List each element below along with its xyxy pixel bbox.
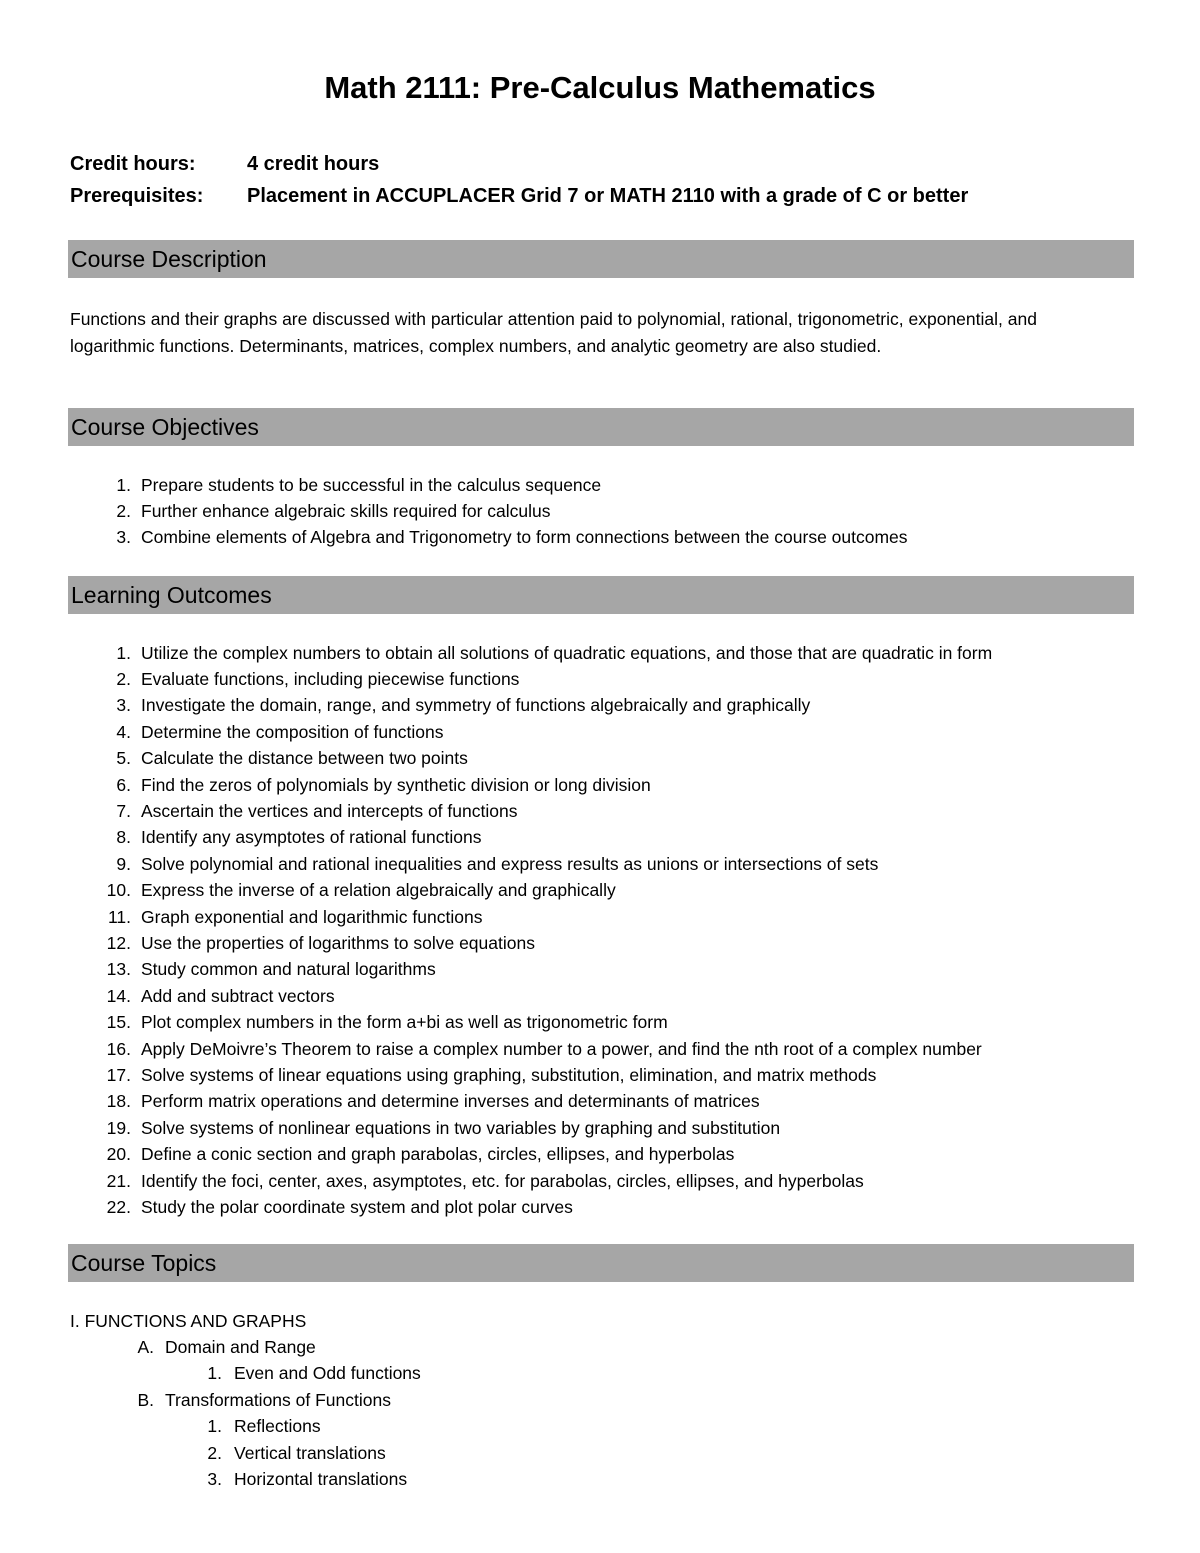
outcome-item-text: Identify any asymptotes of rational functions — [141, 827, 482, 848]
outcome-item — [70, 904, 992, 930]
outcome-item — [70, 772, 992, 798]
objective-item-number: 3. — [116, 527, 131, 548]
outcome-item-number: 17. — [106, 1064, 131, 1085]
outcome-item — [70, 1062, 992, 1088]
outcome-item-number: 5. — [116, 748, 131, 769]
outcome-item — [70, 746, 992, 772]
outcome-item — [70, 666, 992, 692]
outcome-item — [70, 825, 992, 851]
outcome-item — [70, 878, 992, 904]
outcome-item — [70, 1168, 992, 1194]
outcome-item — [70, 1089, 992, 1115]
objectives-list — [70, 472, 908, 551]
outcome-item-number: 14. — [106, 985, 131, 1006]
outcome-item-number: 20. — [106, 1144, 131, 1165]
outcome-item-text: Utilize the complex numbers to obtain all solutions of quadratic equations, and those that are quadratic in form — [141, 642, 993, 663]
outcome-item-number: 22. — [106, 1196, 131, 1217]
course-meta — [70, 148, 968, 212]
topic-item-text: Transformations of Functions — [165, 1389, 391, 1410]
prerequisites-label: Prerequisites: — [70, 184, 204, 207]
outcome-item-text: Add and subtract vectors — [141, 985, 335, 1006]
outcome-item — [70, 1009, 992, 1035]
outcome-item-number: 1. — [116, 642, 131, 663]
outcome-item — [70, 957, 992, 983]
prerequisites-value: Placement in ACCUPLACER Grid 7 or MATH 2110 with a grade of C or better — [247, 184, 969, 207]
outcome-item-number: 13. — [106, 959, 131, 980]
subtopic-item-number: 3. — [207, 1469, 222, 1490]
outcome-item-text: Use the properties of logarithms to solve equations — [141, 932, 535, 953]
outcome-item-number: 3. — [116, 695, 131, 716]
outcome-item-text: Find the zeros of polynomials by synthetic division or long division — [141, 774, 651, 795]
outcome-item-text: Graph exponential and logarithmic functions — [141, 906, 483, 927]
topic-item-text: Domain and Range — [165, 1337, 316, 1358]
topic-unit — [70, 1308, 421, 1334]
objective-item — [70, 525, 908, 551]
outcome-item-text: Solve systems of linear equations using graphing, substitution, elimination, and matrix methods — [141, 1064, 877, 1085]
outcome-item — [70, 1141, 992, 1167]
course-topics-heading: Course Topics — [68, 1244, 1134, 1282]
outcome-item-number: 11. — [107, 906, 131, 927]
outcome-item — [70, 693, 992, 719]
outcome-item-number: 21. — [106, 1170, 131, 1191]
outcome-item-number: 6. — [116, 774, 131, 795]
subtopic-item-number: 2. — [207, 1442, 222, 1463]
subtopic-item-number: 1. — [207, 1363, 222, 1384]
outcome-item-text: Evaluate functions, including piecewise functions — [141, 669, 520, 690]
outcome-item-text: Determine the composition of functions — [141, 721, 444, 742]
outcome-item — [70, 851, 992, 877]
outcome-item-number: 7. — [116, 801, 131, 822]
outcome-item-number: 10. — [106, 880, 131, 901]
learning-outcomes-heading: Learning Outcomes — [68, 576, 1134, 614]
outcome-item-text: Solve systems of nonlinear equations in two variables by graphing and substitution — [141, 1117, 781, 1138]
outcome-item-number: 19. — [106, 1117, 131, 1138]
objective-item-text: Prepare students to be successful in the calculus sequence — [141, 474, 602, 495]
objective-item-number: 1. — [116, 474, 131, 495]
outcome-item-text: Express the inverse of a relation algebraically and graphically — [141, 880, 616, 901]
outcome-item-text: Perform matrix operations and determine inverses and determinants of matrices — [141, 1091, 760, 1112]
topic-item-number: B. — [137, 1389, 154, 1410]
subtopic-item — [70, 1466, 421, 1492]
outcome-item — [70, 930, 992, 956]
course-description-text: Functions and their graphs are discussed with particular attention paid to polynomial, rational, trigonometric, exponential, and logarithmic functions. Determinants, matrices, complex numbers, and analytic geometry are also studied. — [70, 309, 1037, 356]
outcome-item-text: Define a conic section and graph parabolas, circles, ellipses, and hyperbolas — [141, 1144, 735, 1165]
topic-unit-text: I. FUNCTIONS AND GRAPHS — [70, 1310, 307, 1331]
outcome-item-text: Identify the foci, center, axes, asymptotes, etc. for parabolas, circles, ellipses, and hyperbolas — [141, 1170, 864, 1191]
outcome-item-number: 8. — [116, 827, 131, 848]
outcome-item-text: Study the polar coordinate system and plot polar curves — [141, 1196, 573, 1217]
outcome-item-text: Plot complex numbers in the form a+bi as well as trigonometric form — [141, 1012, 668, 1033]
outcome-item-number: 4. — [116, 721, 131, 742]
outcome-item-number: 15. — [106, 1012, 131, 1033]
outcome-item-text: Calculate the distance between two points — [141, 748, 468, 769]
subtopic-item-number: 1. — [207, 1416, 222, 1437]
outcome-item — [70, 1194, 992, 1220]
topics-outline — [70, 1308, 421, 1493]
course-objectives-heading: Course Objectives — [68, 408, 1134, 446]
outcome-item-number: 9. — [116, 853, 131, 874]
subtopic-item-text: Horizontal translations — [234, 1469, 408, 1490]
outcome-item — [70, 719, 992, 745]
objective-item-number: 2. — [116, 501, 131, 522]
objective-item-text: Further enhance algebraic skills required for calculus — [141, 501, 551, 522]
outcome-item-number: 2. — [116, 669, 131, 690]
credit-hours-value: 4 credit hours — [247, 152, 380, 175]
outcome-item — [70, 1036, 992, 1062]
page-title: Math 2111: Pre-Calculus Mathematics — [324, 70, 876, 105]
prerequisites-row — [70, 180, 968, 212]
outcome-item — [70, 640, 992, 666]
outcome-item-number: 12. — [106, 932, 131, 953]
credit-hours-label: Credit hours: — [70, 152, 196, 175]
outcome-item-text: Apply DeMoivre’s Theorem to raise a complex number to a power, and find the nth root of a complex number — [141, 1038, 982, 1059]
topic-item — [70, 1387, 421, 1413]
topic-item-number: A. — [137, 1337, 154, 1358]
outcome-item-text: Investigate the domain, range, and symmetry of functions algebraically and graphically — [141, 695, 811, 716]
outcome-item-text: Study common and natural logarithms — [141, 959, 436, 980]
objective-item — [70, 498, 908, 524]
objective-item — [70, 472, 908, 498]
subtopic-item-text: Vertical translations — [234, 1442, 386, 1463]
outcome-item-number: 18. — [106, 1091, 131, 1112]
outcome-item — [70, 983, 992, 1009]
outcome-item-text: Ascertain the vertices and intercepts of functions — [141, 801, 518, 822]
outcome-item-text: Solve polynomial and rational inequalities and express results as unions or intersections of sets — [141, 853, 879, 874]
credit-hours-row — [70, 148, 968, 180]
outcome-item — [70, 798, 992, 824]
outcome-item — [70, 1115, 992, 1141]
subtopic-item — [70, 1361, 421, 1387]
subtopic-item-text: Reflections — [234, 1416, 321, 1437]
outcome-item-number: 16. — [106, 1038, 131, 1059]
subtopic-item — [70, 1414, 421, 1440]
course-description-heading: Course Description — [68, 240, 1134, 278]
topic-item — [70, 1334, 421, 1360]
subtopic-item — [70, 1440, 421, 1466]
outcomes-list — [70, 640, 992, 1221]
objective-item-text: Combine elements of Algebra and Trigonometry to form connections between the course outcomes — [141, 527, 908, 548]
subtopic-item-text: Even and Odd functions — [234, 1363, 421, 1384]
